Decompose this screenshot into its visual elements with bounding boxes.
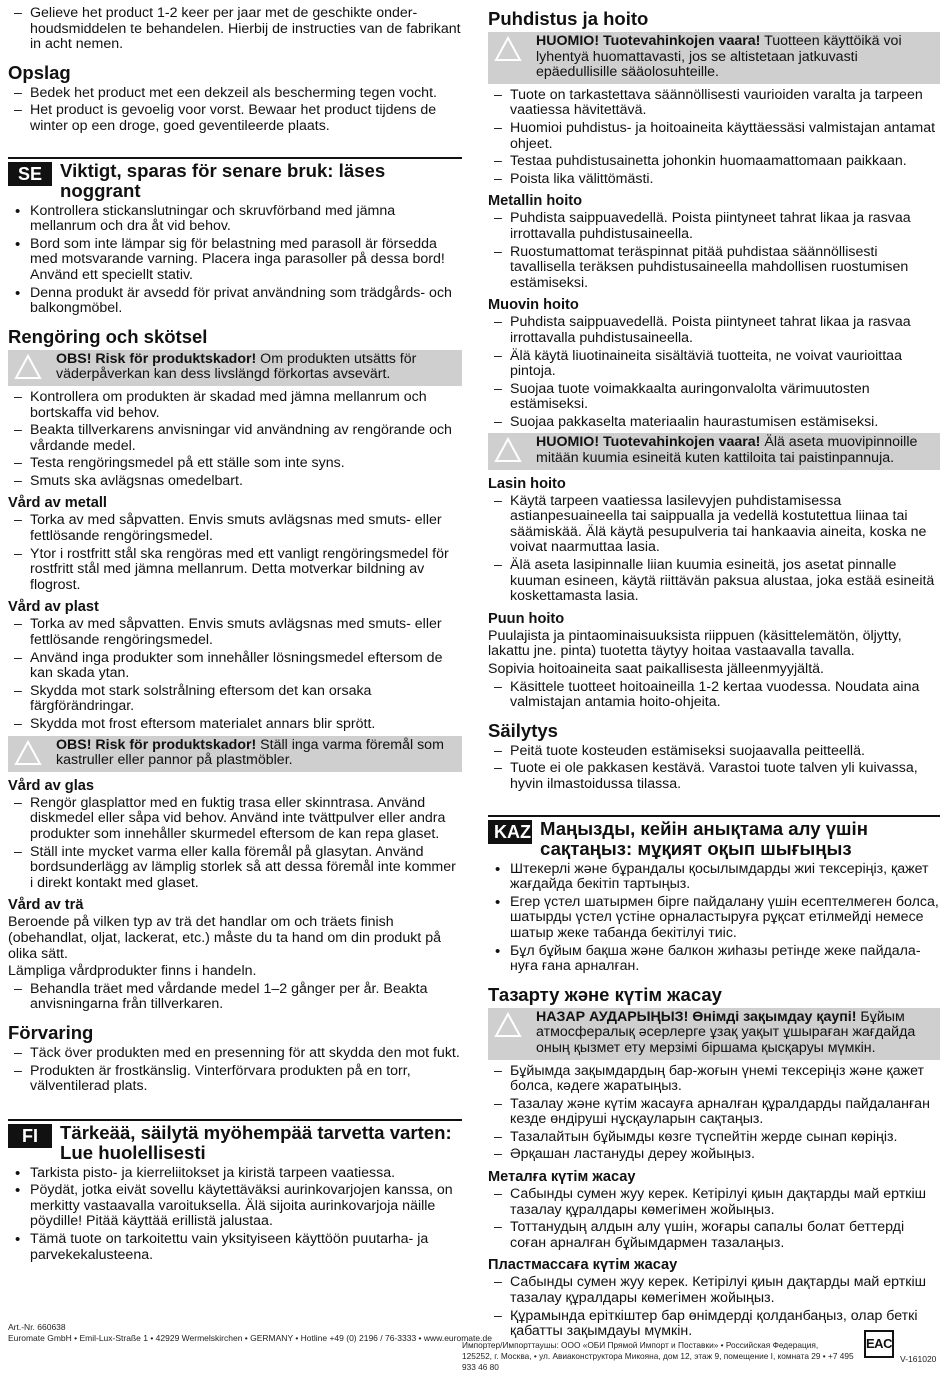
list-item: – Skydda mot stark solstrålning eftersom det kan orsaka färgförändringar.	[8, 684, 462, 715]
list-item: – Suojaa pakkaselta materiaalin haurastumisen estämiseksi.	[488, 415, 940, 431]
list-item: – Bedek het product met een dekzeil als bescherming tegen vocht.	[8, 86, 462, 102]
fi-glass-list	[488, 494, 940, 605]
warning-triangle-icon	[494, 35, 522, 63]
left-column	[8, 6, 462, 1265]
kaz-section-header	[488, 815, 940, 859]
kaz-intro-list	[488, 862, 940, 975]
kaz-plastic-title: Пластмассаға күтім жасау	[488, 1257, 678, 1274]
kaz-warning-1-bold: НАЗАР АУДАРЫҢЫЗ! Өнімді зақымдау қаупі!	[536, 1008, 857, 1025]
list-item: – Använd inga produkter som innehåller lösningsmedel eftersom de kan skada ytan.	[8, 651, 462, 682]
footer-importer	[462, 1340, 857, 1373]
list-item: – Produkten är frostkänslig. Vinterförvara produkten på en torr, välventilerad plats.	[8, 1064, 462, 1095]
list-item: • Tarkista pisto- ja kierreliitokset ja kiristä tarpeen vaatiessa.	[8, 1166, 462, 1182]
list-item: – Puhdista saippuavedellä. Poista piintyneet tahrat likaa ja rasvaa irrottavalla puhdistusaineella.	[488, 211, 940, 242]
list-item: – Het product is gevoelig voor vorst. Bewaar het product tijdens de winter op een droge, goed geventileerde plaats.	[8, 103, 462, 134]
kaz-warning-1-text: Бұйым атмосфералық әсерлерге ұзақ уақыт ұшыраған жағдайда оның қызмет ету мерзімі біршама қысқаруы мүмкін.	[536, 1008, 916, 1056]
list-item: – Käsittele tuotteet hoitoaineilla 1-2 kertaa vuodessa. Noudata aina valmistajan antamia hoito-ohjeita.	[488, 680, 940, 711]
list-item: – Әрқашан ластануды дереу жойыңыз.	[488, 1147, 940, 1163]
se-section-header	[8, 157, 462, 201]
se-plastic-title: Vård av plast	[8, 599, 99, 616]
fi-metal-list	[488, 211, 940, 291]
list-item: – Сабынды сумен жуу керек. Кетірілуі қиын дақтарды май ерткіш тазалау құралдары көмегімен жойыңыз.	[488, 1275, 940, 1306]
se-cleaning-title: Rengöring och skötsel	[8, 325, 208, 347]
list-item: – Beakta tillverkarens anvisningar vid användning av rengörande och vårdande medel.	[8, 423, 462, 454]
se-cleaning-list	[8, 390, 462, 490]
se-wood-text-1: Beroende på vilken typ av trä det handlar om och träets finish (obehandlat, oljat, lackerat, etc.) måste du ta hand om din produkt på olika sätt.	[8, 914, 441, 962]
se-warning-1-bold: OBS! Risk för produktskador!	[56, 350, 257, 367]
list-item: – Puhdista saippuavedellä. Poista piintyneet tahrat likaa ja rasvaa irrottavalla puhdistusaineella.	[488, 315, 940, 346]
eac-certification-mark: EAC	[864, 1330, 894, 1358]
list-item: – Бұйымда зақымдардың бар-жоғын үнемі тексеріңіз және қажет болса, кәдеге жаратыңыз.	[488, 1064, 940, 1095]
list-item: • Denna produkt är avsedd för privat användning som trädgårds- och balkongmöbel.	[8, 286, 462, 317]
kaz-warning-box-1	[488, 1008, 940, 1060]
fi-intro-list	[8, 1166, 462, 1264]
fi-language-code: FI	[8, 1124, 52, 1148]
fi-warning-2-bold: HUOMIO! Tuotevahinkojen vaara!	[536, 434, 761, 451]
kaz-metal-title: Металға күтім жасау	[488, 1169, 636, 1186]
importer-line-1: Импортер/Импорттаушы: ООО «ОБИ Прямой Импорт и Поставки» • Российская Федерация,	[462, 1340, 819, 1350]
fi-glass-title: Lasin hoito	[488, 475, 566, 492]
list-item: – Құрамында еріткіштер бар өнімдерді қолданбаңыз, олар беткі қабатты зақымдауы мүмкін.	[488, 1309, 940, 1340]
se-plastic-list	[8, 617, 462, 732]
fi-wood-list	[488, 680, 940, 711]
importer-line-2: 125252, г. Москва, • ул. Авиаконструктора Микояна, дом 12, этаж 9, помещение I, комната 29 • +7 495 933 46 80	[462, 1351, 854, 1372]
list-item: – Rengör glasplattor med en fuktig trasa eller skinntrasa. Använd diskmedel eller såpa vid behov. Använd inte tvättpulver eller andra produkter som innehåller skurmedel eftersom de kan repa glaset.	[8, 796, 462, 843]
list-item: – Testa rengöringsmedel på ett ställe som inte syns.	[8, 456, 462, 472]
fi-wood-text-1: Puulajista ja pintaominaisuuksista riippuen (käsittelemätön, öljytty, lakattu jne. pinta) tuotetta täytyy hoitaa vastaavalla tavalla.	[488, 627, 902, 660]
kaz-metal-list	[488, 1187, 940, 1251]
list-item: – Torka av med såpvatten. Envis smuts avlägsnas med smuts- eller fettlösande rengöringsmedel.	[8, 617, 462, 648]
list-item: – Peitä tuote kosteuden estämiseksi suojaavalla peitteellä.	[488, 744, 940, 760]
fi-metal-title: Metallin hoito	[488, 193, 583, 210]
footer-manufacturer	[8, 1322, 492, 1344]
se-warning-box-1	[8, 350, 462, 386]
list-item: – Huomioi puhdistus- ja hoitoaineita käyttäessäsi valmistajan antamat ohjeet.	[488, 121, 940, 152]
list-item: – Poista lika välittömästi.	[488, 172, 940, 188]
list-item: – Täck över produkten med en presenning för att skydda den mot fukt.	[8, 1046, 462, 1062]
fi-warning-box-2	[488, 433, 940, 469]
list-item: – Ställ inte mycket varma eller kalla föremål på glasytan. Använd bordsunderlägg av lämplig storlek så att dessa föremål inte kommer i direkt kontakt med glaset.	[8, 845, 462, 892]
list-item: – Kontrollera om produkten är skadad med jämna mellanrum och bortskaffa vid behov.	[8, 390, 462, 421]
se-glass-list	[8, 796, 462, 892]
list-item: – Suojaa tuote voimakkaalta auringonvalolta värimuutosten estämiseksi.	[488, 382, 940, 413]
manufacturer-address: Euromate GmbH • Emil-Lux-Straße 1 • 42929 Wermelskirchen • GERMANY • Hotline +49 (0) 2196 / 76-3333 • www.euromate.de	[8, 1333, 492, 1343]
fi-wood-text-2: Sopivia hoitoaineita saat paikallisesta jälleenmyyjältä.	[488, 661, 824, 677]
fi-plastic-list	[488, 315, 940, 430]
warning-triangle-icon	[14, 353, 42, 381]
list-item: • Штекерлі және бұрандалы қосылымдарды жиі тексеріңіз, қажет жағдайда бекітіп тартыңыз.	[488, 862, 940, 893]
document-version: V-161020	[900, 1354, 937, 1364]
list-item: – Älä aseta lasipinnalle liian kuumia esineitä, jos asetat pinnalle kuuman esineen, käytä riittävän paksua alustaa, joka estää esineitä koskettamasta lasia.	[488, 558, 940, 605]
list-item: – Torka av med såpvatten. Envis smuts avlägsnas med smuts- eller fettlösande rengöringsmedel.	[8, 513, 462, 544]
se-language-code: SE	[8, 162, 52, 186]
article-number: Art.-Nr. 660638	[8, 1322, 66, 1332]
se-storage-list	[8, 1046, 462, 1095]
list-item: – Ytor i rostfritt stål ska rengöras med ett vanligt rengöringsmedel för rostfritt stål med jämna mellanrum. Detta motverkar bildning av flogrost.	[8, 547, 462, 594]
right-column	[488, 6, 940, 1342]
se-storage-title: Förvaring	[8, 1021, 94, 1043]
kaz-cleaning-title: Тазарту және күтім жасау	[488, 983, 722, 1005]
list-item: • Бұл бұйым бақша және балкон жиһазы ретінде жеке пайдалануға ғана арналған.	[488, 944, 940, 975]
list-item: • Bord som inte lämpar sig för belastning med parasoll är försedda med motsvarande varning. Placera inga parasoller på dessa bord! Använd ett speciellt stativ.	[8, 237, 462, 284]
list-item: – Älä käytä liuotinaineita sisältäviä tuotteita, ne voivat vaurioittaa pintoja.	[488, 349, 940, 380]
list-item: – Smuts ska avlägsnas omedelbart.	[8, 474, 462, 490]
fi-cleaning-title: Puhdistus ja hoito	[488, 8, 649, 29]
list-item: – Tuote on tarkastettava säännöllisesti vaurioiden varalta ja tarpeen vaatiessa hävitettävä.	[488, 88, 940, 119]
fi-warning-box-1	[488, 32, 940, 84]
nl-care-list	[8, 6, 462, 53]
kaz-language-code: KAZ	[488, 820, 532, 844]
list-item: • Pöydät, jotka eivät sovellu käytettäväksi aurinkovarjojen kanssa, on merkitty vastaavalla varoituksella. Älä sijoita aurinkovarjoja näille pöydille! Pitää käyttää erillistä jalustaa.	[8, 1183, 462, 1230]
fi-plastic-title: Muovin hoito	[488, 297, 579, 314]
list-item: – Тазалау және күтім жасауға арналған құралдарды пайдаланған кезде өндіруші нұсқауларын сақтаңыз.	[488, 1097, 940, 1128]
se-wood-text-2: Lämpliga vårdprodukter finns i handeln.	[8, 963, 257, 980]
fi-storage-title: Säilytys	[488, 719, 558, 741]
list-item: – Behandla träet med vårdande medel 1–2 gånger per år. Beakta anvisningarna från tillverkaren.	[8, 982, 462, 1013]
fi-section-header	[8, 1119, 462, 1163]
nl-storage-title: Opslag	[8, 61, 71, 83]
list-item: • Kontrollera stickanslutningar och skruvförband med jämna mellanrum och dra åt vid behov.	[8, 204, 462, 235]
list-item: – Тазалайтын бұйымды көзге түспейтін жерде сынап көріңіз.	[488, 1130, 940, 1146]
fi-warning-1-bold: HUOMIO! Tuotevahinkojen vaara!	[536, 33, 761, 49]
list-item: – Ruostumattomat teräspinnat pitää puhdistaa säännöllisesti tavallisella teräksen puhdistusaineella mahdollisen ruostumisen estämiseksi.	[488, 245, 940, 292]
list-item: – Тоттанудың алдын алу үшін, жоғары сапалы болат беттерді соған арналған бұйымдармен тазалаңыз.	[488, 1220, 940, 1251]
se-glass-title: Vård av glas	[8, 777, 94, 794]
list-item: – Tuote ei ole pakkasen kestävä. Varastoi tuote talven yli kuivassa, hyvin ilmastoidussa tilassa.	[488, 761, 940, 792]
list-item: – Testaa puhdistusainetta johonkin huomaamattomaan paikkaan.	[488, 154, 940, 170]
list-item: – Сабынды сумен жуу керек. Кетірілуі қиын дақтарды май ерткіш тазалау құралдары көмегімен жойыңыз.	[488, 1187, 940, 1218]
se-intro-list	[8, 204, 462, 317]
se-warning-2-text: Ställ inga varma föremål som kastruller eller pannor på plastmöbler.	[56, 736, 444, 769]
se-metal-title: Vård av metall	[8, 495, 107, 512]
se-warning-box-2	[8, 736, 462, 772]
list-item: – Gelieve het product 1-2 keer per jaar met de geschikte onderhoudsmiddelen te behandelen. Hierbij de instructies van de fabrikant in acht nemen.	[8, 6, 462, 53]
se-wood-title: Vård av trä	[8, 897, 84, 914]
fi-cleaning-list	[488, 88, 940, 188]
list-item: – Käytä tarpeen vaatiessa lasilevyjen puhdistamisessa astianpesuaineella tai saippualla ja vedellä kostutettua liinaa tai säämiskää. Älä käytä pesupulveria tai hankaavia aineita, koska ne voivat naarmuttaa lasia.	[488, 494, 940, 556]
fi-title: Tärkeää, säilytä myöhempää tarvetta varten: Lue huolellisesti	[60, 1121, 452, 1163]
warning-triangle-icon	[494, 436, 522, 464]
fi-wood-title: Puun hoito	[488, 610, 565, 627]
list-item: – Skydda mot frost eftersom materialet annars blir sprött.	[8, 717, 462, 733]
fi-storage-list	[488, 744, 940, 793]
se-warning-2-bold: OBS! Risk för produktskador!	[56, 736, 257, 753]
kaz-cleaning-list	[488, 1064, 940, 1164]
list-item: • Tämä tuote on tarkoitettu vain yksityiseen käyttöön puutarha- ja parvekekalusteena.	[8, 1232, 462, 1263]
se-metal-list	[8, 513, 462, 593]
list-item: • Егер үстел шатырмен бірге пайдалану үшін есептелмеген болса, шатырды үстел үстіне орналастыруға рұқсат етілмейді немесе шатыр жеке табанда бекітілуі тиіс.	[488, 895, 940, 942]
kaz-title: Маңызды, кейін анықтама алу үшін сақтаңыз: мұқият оқып шығыңыз	[540, 817, 868, 859]
se-title: Viktigt, sparas för senare bruk: läses noggrant	[60, 159, 386, 201]
fi-warning-1-text: Tuotteen käyttöikä voi lyhentyä huomattavasti, jos se altistetaan jatkuvasti epäedullisille sääolosuhteille.	[536, 33, 902, 81]
se-warning-1-text: Om produkten utsätts för väderpåverkan kan dess livslängd förkortas avsevärt.	[56, 350, 417, 383]
warning-triangle-icon	[14, 739, 42, 767]
fi-warning-2-text: Älä aseta muovipinnoille mitään kuumia esineitä kuten kattiloita tai paistinpannuja.	[536, 434, 918, 467]
warning-triangle-icon	[494, 1011, 522, 1039]
se-wood-list	[8, 982, 462, 1013]
nl-storage-list	[8, 86, 462, 135]
